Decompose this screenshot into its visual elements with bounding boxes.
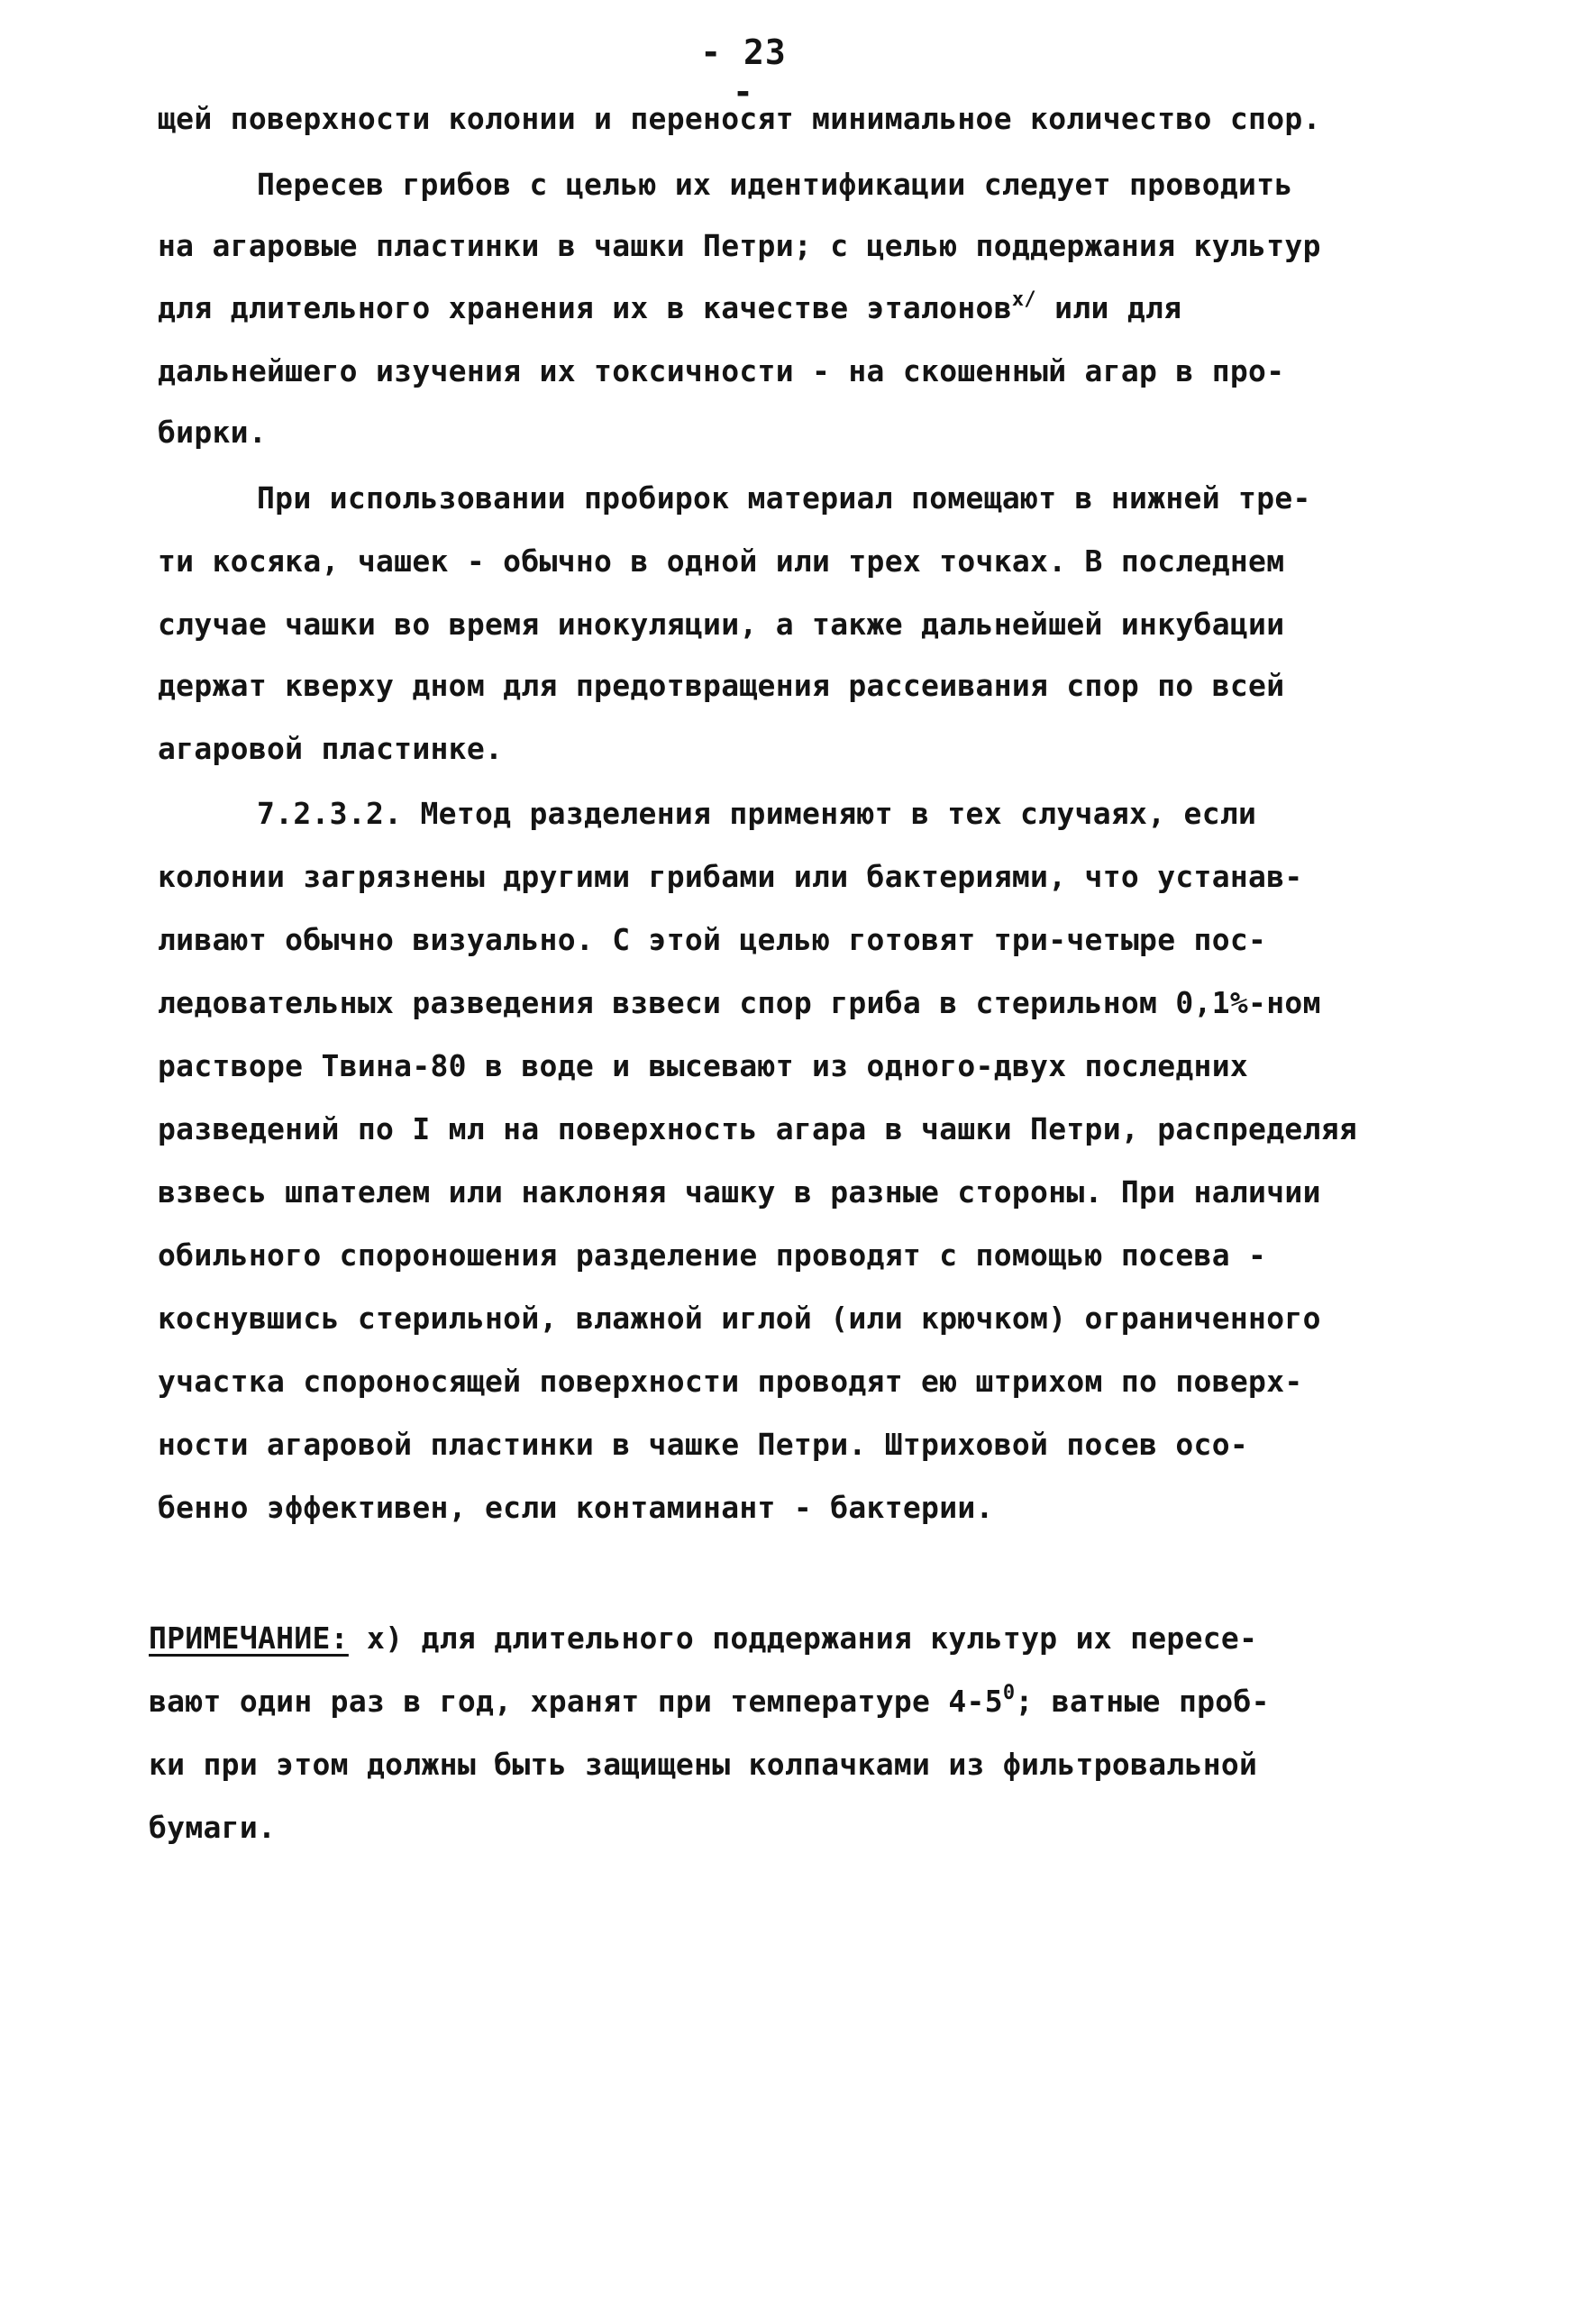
text-line: разведений по I мл на поверхность агара в чашки Петри, распределяя: [158, 1111, 1358, 1146]
text-line: случае чашки во время инокуляции, а также дальнейшей инкубации: [158, 607, 1285, 642]
text-line: держат кверху дном для предотвращения рассеивания спор по всей: [158, 668, 1285, 703]
degree-superscript: 0: [1002, 1682, 1016, 1704]
text-line: взвесь шпателем или наклоняя чашку в разные стороны. При наличии: [158, 1174, 1321, 1210]
text-line: агаровой пластинке.: [158, 731, 504, 766]
note-label: ПРИМЕЧАНИЕ:: [149, 1621, 349, 1656]
text-fragment: ; ватные проб-: [1015, 1684, 1270, 1719]
text-line: обильного спороношения разделение проводят с помощью посева -: [158, 1237, 1267, 1273]
text-line: [158, 290, 1181, 326]
text-line: щей поверхности колонии и переносят минимальное количество спор.: [158, 101, 1321, 136]
page-number: - 23 -: [700, 32, 787, 112]
text-fragment: вают один раз в год, хранят при температуре 4-5: [149, 1684, 1003, 1719]
text-line: на агаровые пластинки в чашки Петри; с целью поддержания культур: [158, 228, 1321, 263]
text-line: ности агаровой пластинки в чашке Петри. Штриховой посев осо-: [158, 1427, 1249, 1462]
text-line: колонии загрязнены другими грибами или бактериями, что устанав-: [158, 859, 1303, 894]
footnote-marker: x/: [1011, 288, 1036, 311]
note-line: [149, 1621, 1257, 1657]
note-line: ки при этом должны быть защищены колпачками из фильтровальной: [149, 1747, 1258, 1782]
section-heading-line: 7.2.3.2. Метод разделения применяют в тех случаях, если: [257, 796, 1257, 831]
text-line: дальнейшего изучения их токсичности - на скошенный агар в про-: [158, 353, 1285, 388]
text-line: При использовании пробирок материал помещают в нижней тре-: [257, 480, 1311, 516]
text-fragment: или для: [1035, 290, 1182, 325]
text-line: бирки.: [158, 415, 268, 450]
text-fragment: х) для длительного поддержания культур их пересе-: [348, 1621, 1258, 1656]
text-line: ти косяка, чашек - обычно в одной или трех точках. В последнем: [158, 543, 1285, 579]
text-line: коснувшись стерильной, влажной иглой (или крючком) ограниченного: [158, 1301, 1321, 1336]
text-line: участка спороносящей поверхности проводят ею штрихом по поверх-: [158, 1364, 1303, 1399]
note-line: [149, 1684, 1270, 1720]
text-line: растворе Твина-80 в воде и высевают из одного-двух последних: [158, 1048, 1249, 1083]
text-fragment: для длительного хранения их в качестве эталонов: [158, 290, 1012, 325]
text-line: ливают обычно визуально. С этой целью готовят три-четыре пос-: [158, 922, 1267, 957]
text-line: Пересев грибов с целью их идентификации следует проводить: [257, 167, 1293, 202]
text-line: бенно эффективен, если контаминант - бактерии.: [158, 1490, 994, 1525]
text-line: ледовательных разведения взвеси спор гриба в стерильном 0,1%-ном: [158, 985, 1321, 1020]
note-line: бумаги.: [149, 1810, 277, 1845]
